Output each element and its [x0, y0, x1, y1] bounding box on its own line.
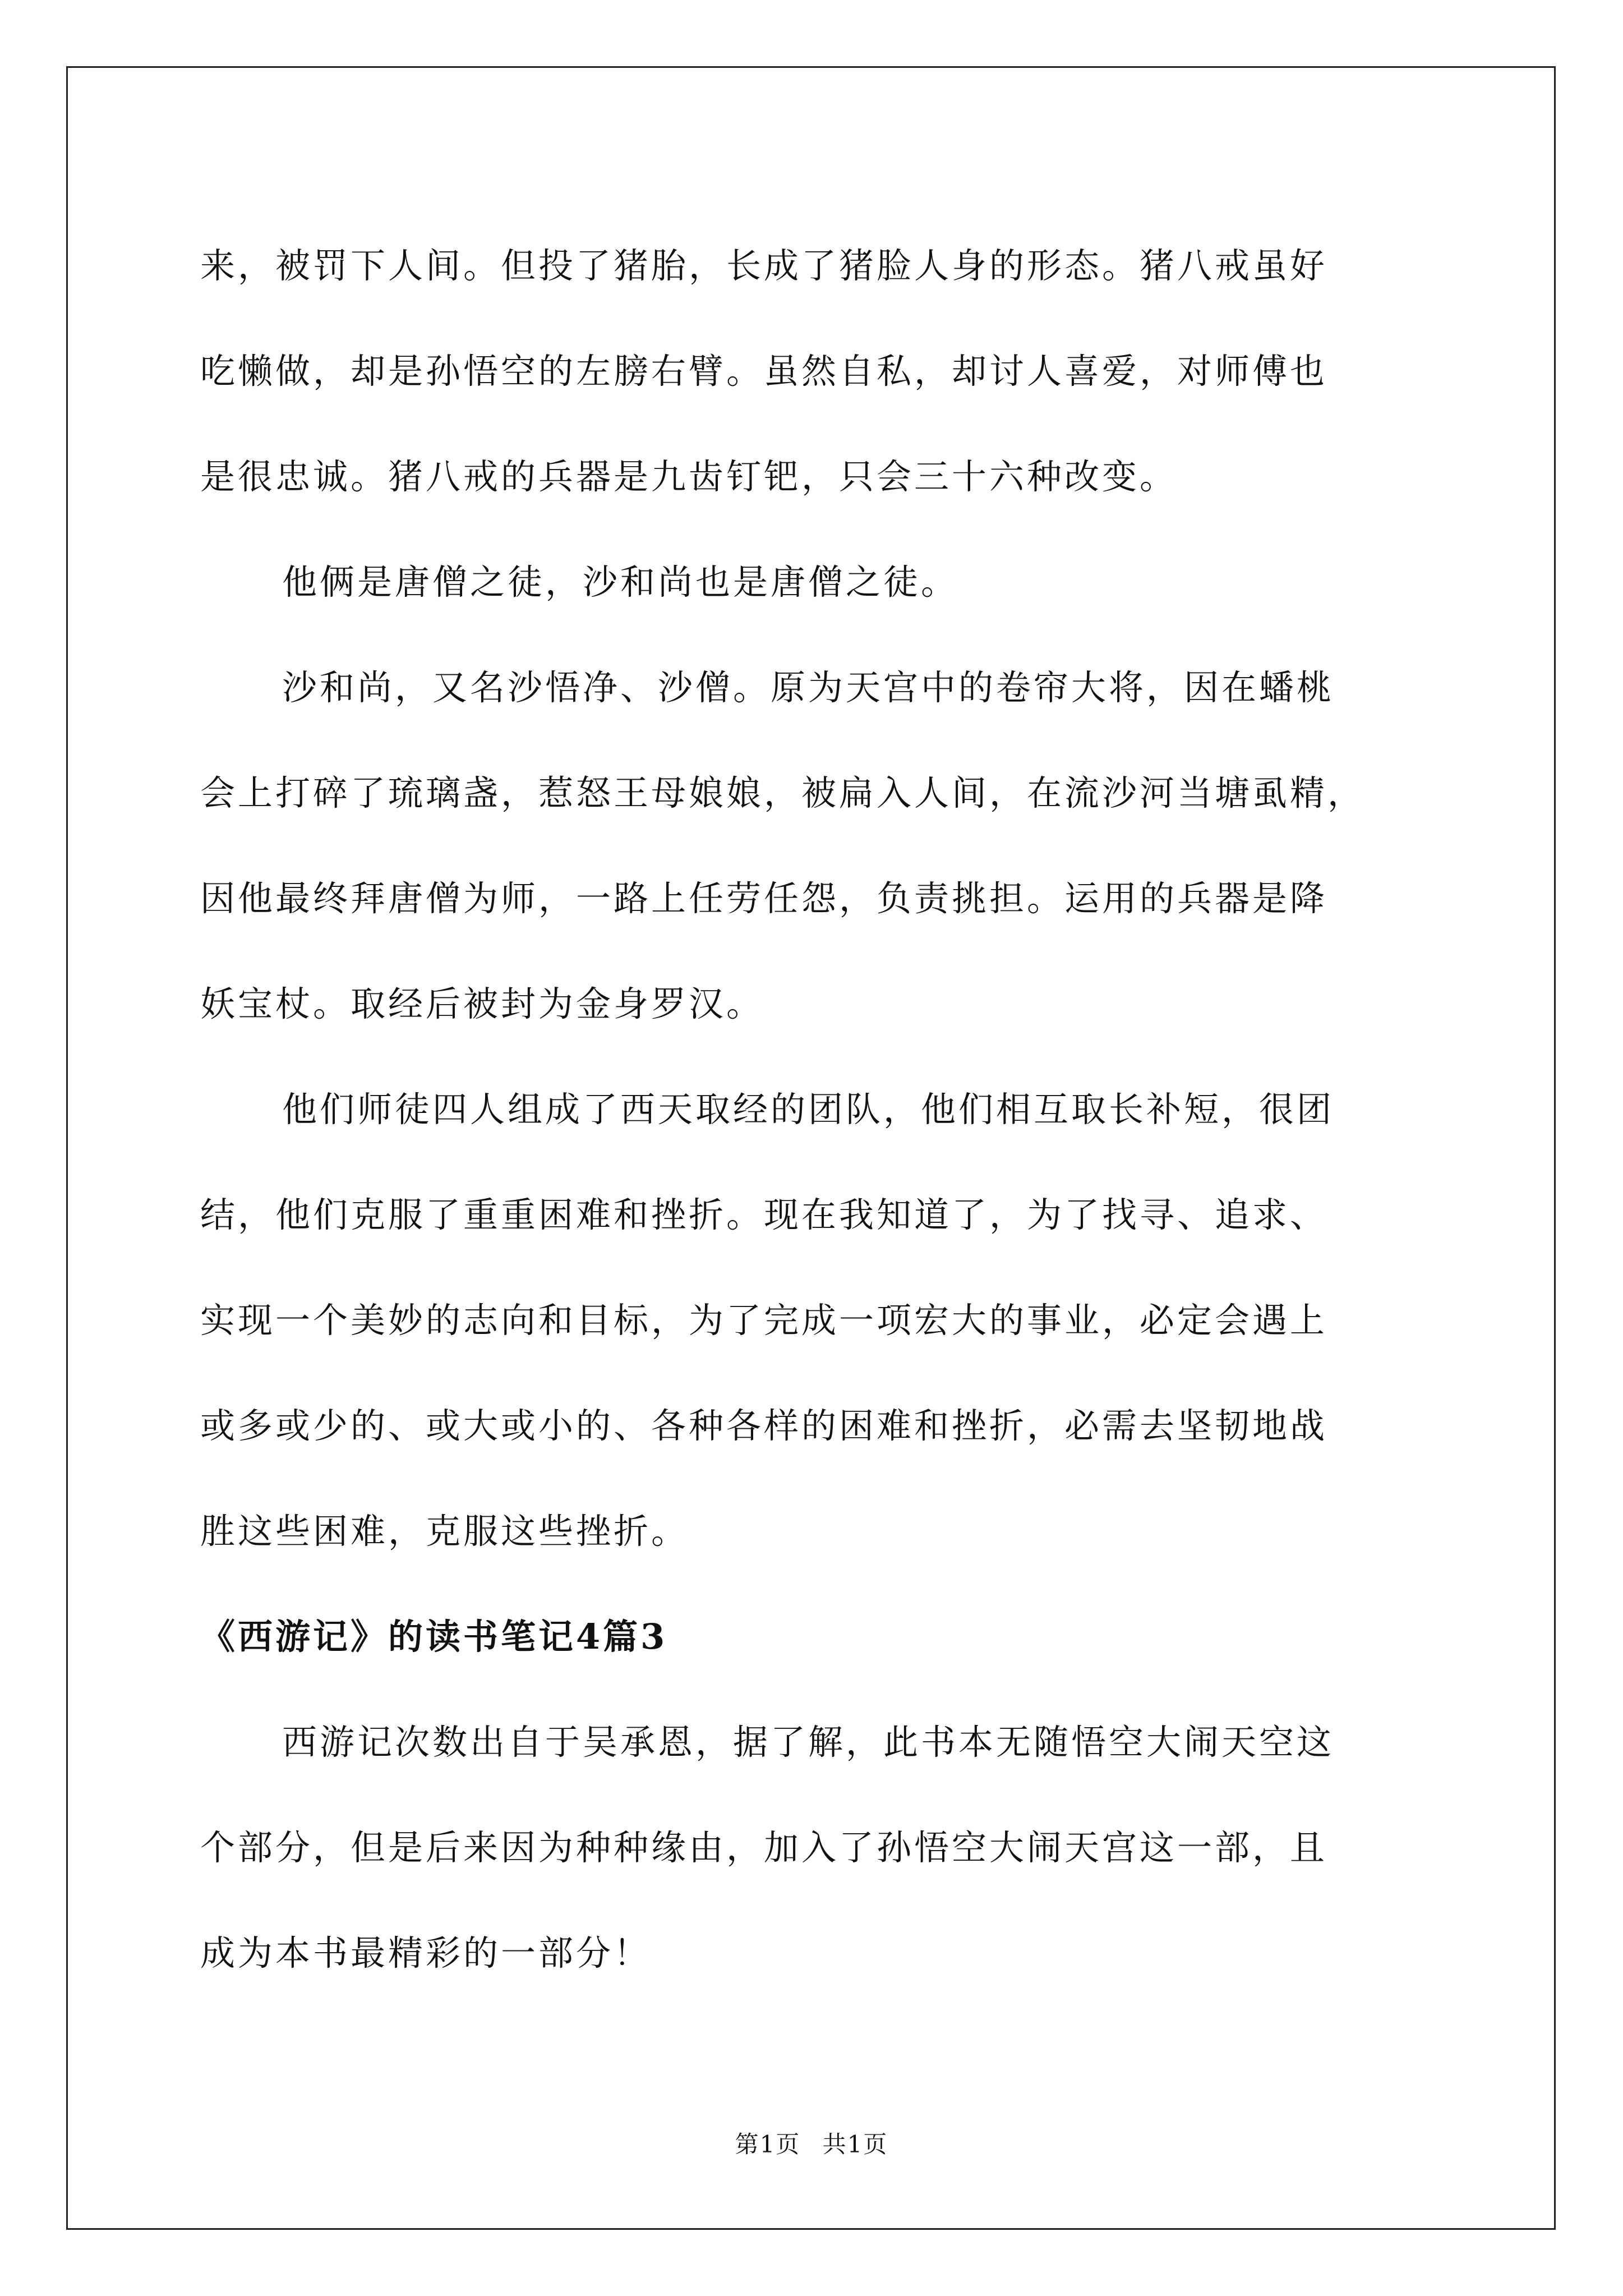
text-line: 妖宝杖。取经后被封为金身罗汉。 — [200, 983, 764, 1024]
document-body — [200, 213, 1468, 2006]
text-line: 个部分，但是后来因为种种缘由，加入了孙悟空大闹天宫这一部，且 — [200, 1827, 1328, 1868]
page-footer — [0, 2126, 1623, 2160]
text-line: 成为本书最精彩的一部分！ — [200, 1932, 652, 1973]
text-line: 或多或少的、或大或小的、各种各样的困难和挫折，必需去坚韧地战 — [200, 1405, 1328, 1446]
section-heading: 《西游记》的读书笔记4篇3 — [200, 1616, 668, 1657]
text-line: 他们师徒四人组成了西天取经的团队，他们相互取长补短，很团 — [282, 1089, 1335, 1130]
text-line: 结，他们克服了重重困难和挫折。现在我知道了，为了找寻、追求、 — [200, 1194, 1328, 1235]
text-line: 来，被罚下人间。但投了猪胎，长成了猪脸人身的形态。猪八戒虽好 — [200, 245, 1328, 286]
text-line: 沙和尚，又名沙悟净、沙僧。原为天宫中的卷帘大将，因在蟠桃 — [282, 667, 1335, 708]
text-line: 是很忠诚。猪八戒的兵器是九齿钉钯，只会三十六种改变。 — [200, 456, 1178, 497]
page-total: 共1页 — [822, 2131, 888, 2158]
paragraph-2 — [200, 530, 1468, 635]
paragraph-3 — [200, 635, 1468, 1057]
paragraph-5 — [200, 1690, 1468, 2006]
text-line: 因他最终拜唐僧为师，一路上任劳任怨，负责挑担。运用的兵器是降 — [200, 878, 1328, 919]
text-line: 会上打碎了琉璃盏，惹怒王母娘娘，被扁入人间，在流沙河当塘虱精， — [200, 772, 1366, 813]
text-line: 胜这些困难，克服这些挫折。 — [200, 1511, 689, 1552]
paragraph-1 — [200, 213, 1468, 530]
page-number: 第1页 — [735, 2131, 801, 2158]
text-line: 他俩是唐僧之徒，沙和尚也是唐僧之徒。 — [282, 562, 959, 602]
text-line: 西游记次数出自于吴承恩，据了解，此书本无随悟空大闹天空这 — [282, 1722, 1335, 1763]
paragraph-4 — [200, 1057, 1468, 1584]
text-line: 吃懒做，却是孙悟空的左膀右臂。虽然自私，却讨人喜爱，对师傅也 — [200, 351, 1328, 392]
text-line: 实现一个美妙的志向和目标，为了完成一项宏大的事业，必定会遇上 — [200, 1300, 1328, 1341]
